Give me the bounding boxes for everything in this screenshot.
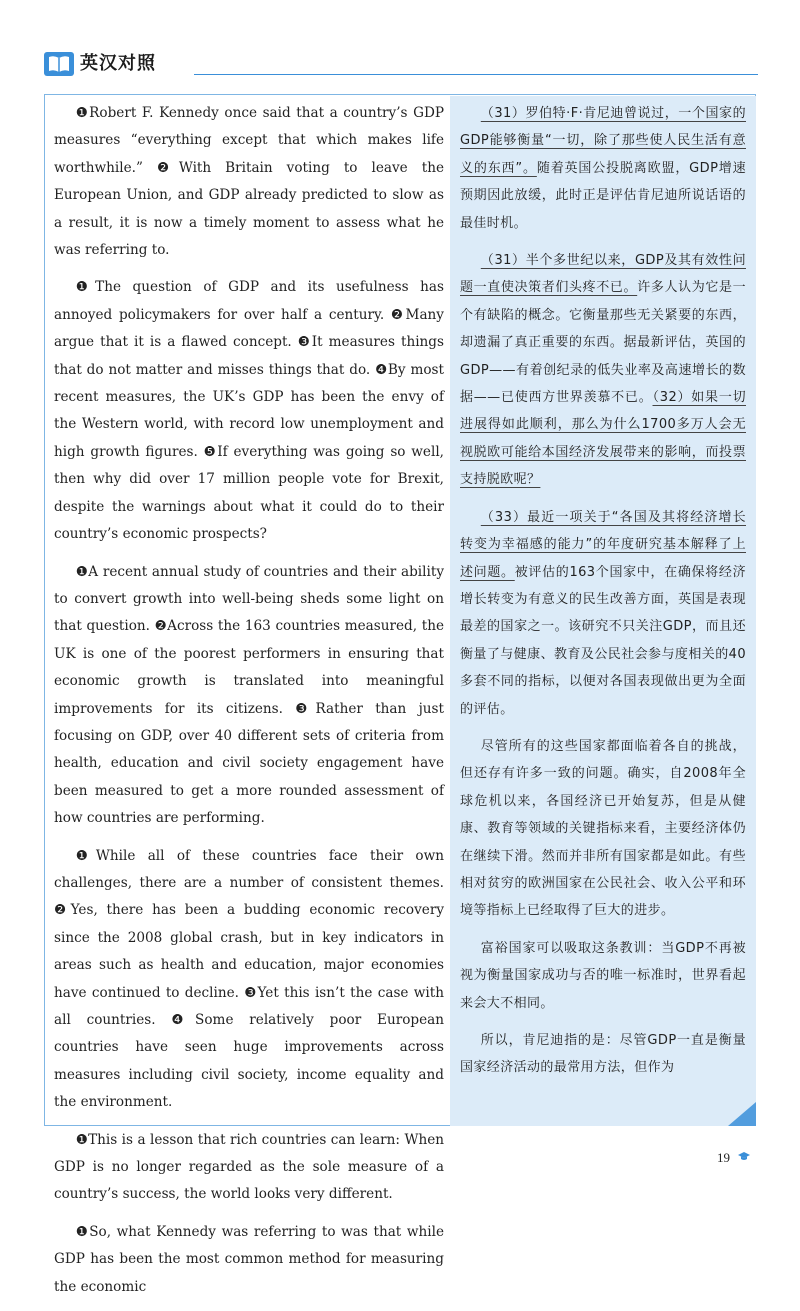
english-sentence: ❷Many argue that it is a flawed concept. <box>54 306 444 351</box>
english-sentence: ❹By most recent measures, the UK’s GDP has been the envy of the Western world, with record low unemployment and high growth figures. <box>54 361 444 460</box>
english-sentence: ❷Yes, there has been a budding economic recovery since the 2008 global crash, but in key indicators in areas such as health and education, major economies have continued to decline. <box>54 902 444 1001</box>
chinese-paragraph <box>460 247 746 494</box>
chinese-paragraph <box>460 733 746 925</box>
english-sentence: ❶So, what Kennedy was referring to was that while GDP has been the most common method for measuring the economic <box>54 1223 444 1295</box>
english-paragraph <box>54 1219 444 1301</box>
english-paragraph <box>54 1127 444 1209</box>
english-sentence: ❷With Britain voting to leave the European Union, and GDP already predicted to slow as a result, it is now a timely moment to assess what he was referring to. <box>54 159 444 259</box>
graduation-cap-icon <box>738 1152 750 1162</box>
english-sentence: ❸It measures things that do not matter and misses things that do. <box>54 334 444 378</box>
section-header <box>44 50 758 78</box>
translation-text: 许多人认为它是一个有缺陷的概念。 <box>460 280 746 323</box>
english-paragraph <box>54 843 444 1117</box>
translation-text: 被评估的163个国家中，在确保将经济增长转变为有意义的民生改善方面，英国是表现最差的国家之一。该研究不只关注GDP，而且还衡量了与健康、教育及公民社会参与度相关的40多套不同的指标，以便对各国表现做出更为全面的评估。 <box>460 564 746 717</box>
english-sentence: ❶A recent annual study of countries and their ability to convert growth into well-being sheds some light on that question. <box>54 563 444 635</box>
translation-text: 富裕国家可以吸取这条教训：当GDP不再被视为衡量国家成功与否的唯一标准时，世界看起来会大不相同。 <box>460 940 746 1011</box>
chinese-paragraph <box>460 1027 746 1082</box>
page-corner-decoration <box>728 1102 756 1126</box>
english-sentence: ❶The question of GDP and its usefulness has annoyed policymakers for over half a century. <box>54 279 444 323</box>
chinese-paragraph <box>460 100 746 237</box>
chinese-paragraph <box>460 504 746 723</box>
underlined-translation: （31）罗伯特·F·肯尼迪曾说过，一个国家的GDP能够衡量“一切，除了那些使人民生活有意义的东西”。 <box>460 106 746 176</box>
english-paragraph <box>54 559 444 833</box>
book-icon <box>44 52 74 76</box>
translation-text: 它衡量那些无关紧要的东西，却遗漏了真正重要的东西。据最新评估，英国的GDP——有着创纪录的低失业率及高速增长的数据——已使西方世界羡慕不已。 <box>460 307 747 406</box>
chinese-column <box>450 96 756 1126</box>
english-paragraph <box>54 274 444 548</box>
english-paragraph <box>54 100 444 264</box>
english-sentence: ❶This is a lesson that rich countries can learn: When GDP is no longer regarded as the sole measure of a country’s success, the world looks very different. <box>54 1131 444 1203</box>
underlined-translation: （32）如果一切进展得如此顺利，那么为什么1700多万人会无视脱欧可能给本国经济发展带来的影响，而投票支持脱欧呢？ <box>460 390 746 488</box>
english-column <box>54 100 444 1311</box>
header-rule <box>194 74 758 75</box>
english-sentence: ❷Across the 163 countries measured, the UK is one of the poorest performers in ensuring that economic growth is translated into meaningful improvements for its citizens. <box>54 618 445 717</box>
english-sentence: ❸Yet this isn’t the case with all countries. <box>54 984 444 1028</box>
english-sentence: ❺If everything was going so well, then why did over 17 million people vote for Brexit, despite the warnings about what it could do to their country’s economic prospects? <box>54 443 444 543</box>
page-number: 19 <box>717 1150 730 1165</box>
english-sentence: ❶Robert F. Kennedy once said that a country’s GDP measures “everything except that which makes life worthwhile.” <box>54 105 444 176</box>
underlined-translation: （31）半个多世纪以来，GDP及其有效性问题一直使决策者们头疼不已。 <box>460 253 746 296</box>
underlined-translation: （33）最近一项关于“各国及其将经济增长转变为幸福感的能力”的年度研究基本解释了上述问题。 <box>460 509 746 580</box>
english-sentence: ❸Rather than just focusing on GDP, over 40 different sets of criteria from health, education and civil society engagement have been measured to get a more rounded assessment of how countries are performing. <box>54 700 444 827</box>
section-title: 英汉对照 <box>80 53 156 74</box>
translation-text: 尽管所有的这些国家都面临着各自的挑战，但还存有许多一致的问题。确实，自2008年全球危机以来，各国经济已开始复苏，但是从健康、教育等领域的关键指标来看，主要经济体仍在继续下滑。然而并非所有国家都是如此。有些相对贫穷的欧洲国家在公民社会、收入公平和环境等指标上已经取得了巨大的进步。 <box>460 738 746 919</box>
translation-text: 所以，肯尼迪指的是：尽管GDP一直是衡量国家经济活动的最常用方法，但作为 <box>460 1033 746 1076</box>
english-sentence: ❶While all of these countries face their own challenges, there are a number of consistent themes. <box>54 847 444 891</box>
chinese-paragraph <box>460 935 746 1017</box>
english-sentence: ❹Some relatively poor European countries have seen huge improvements across measures including civil society, income equality and the environment. <box>54 1012 444 1111</box>
translation-text: 随着英国公投脱离欧盟，GDP增速预期因此放缓，此时正是评估肯尼迪所说话语的最佳时机。 <box>460 160 747 231</box>
